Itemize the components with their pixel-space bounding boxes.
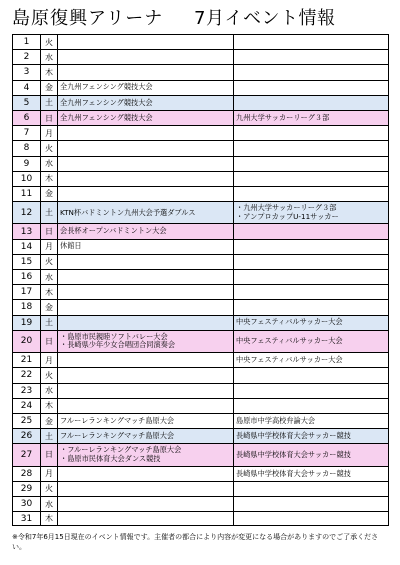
schedule-row	[13, 223, 388, 238]
arena-event-cell	[58, 270, 234, 284]
day-number: 1	[13, 35, 41, 49]
weekday: 土	[41, 96, 58, 110]
field-event-cell	[234, 157, 386, 171]
arena-event-cell	[58, 96, 234, 110]
arena-event-cell	[58, 399, 234, 413]
schedule-row	[13, 140, 388, 155]
day-number: 19	[13, 316, 41, 330]
arena-event-cell	[58, 429, 234, 443]
weekday: 月	[41, 126, 58, 140]
day-number: 10	[13, 172, 41, 186]
schedule-row	[13, 398, 388, 413]
field-event-cell	[234, 65, 386, 79]
schedule-row	[13, 34, 388, 49]
field-event-cell	[234, 482, 386, 496]
field-event-cell	[234, 497, 386, 511]
field-event-cell	[234, 224, 386, 238]
arena-event-cell	[58, 35, 234, 49]
arena-event-cell	[58, 141, 234, 155]
arena-event-cell	[58, 240, 234, 254]
schedule-row	[13, 64, 388, 79]
schedule-row	[13, 186, 388, 201]
arena-event-cell	[58, 482, 234, 496]
field-event-cell	[234, 96, 386, 110]
arena-event: 全九州フェンシング競技大会	[60, 82, 153, 92]
day-number: 16	[13, 270, 41, 284]
arena-event-cell	[58, 187, 234, 201]
field-event-cell	[234, 512, 386, 525]
weekday: 日	[41, 224, 58, 238]
weekday: 木	[41, 172, 58, 186]
day-number: 13	[13, 224, 41, 238]
arena-event: 全九州フェンシング競技大会	[60, 97, 153, 107]
weekday: 木	[41, 285, 58, 299]
weekday: 金	[41, 414, 58, 428]
weekday: 火	[41, 35, 58, 49]
day-number: 6	[13, 111, 41, 125]
day-number: 26	[13, 429, 41, 443]
day-number: 27	[13, 444, 41, 465]
field-event-cell	[234, 300, 386, 314]
field-event-cell	[234, 429, 386, 443]
field-event: 長崎県中学校体育大会サッカー競技	[236, 449, 351, 459]
field-event-cell	[234, 141, 386, 155]
weekday: 月	[41, 467, 58, 481]
field-event-cell	[234, 414, 386, 428]
schedule-row	[13, 330, 388, 352]
day-number: 2	[13, 50, 41, 64]
field-event-cell	[234, 368, 386, 382]
schedule-row	[13, 315, 388, 330]
schedule-row	[13, 80, 388, 95]
weekday: 水	[41, 497, 58, 511]
weekday: 水	[41, 270, 58, 284]
schedule-row	[13, 511, 388, 526]
arena-event-cell	[58, 512, 234, 525]
schedule-row	[13, 496, 388, 511]
field-event-cell	[234, 172, 386, 186]
day-number: 7	[13, 126, 41, 140]
field-event: 九州大学サッカーリーグ３部	[236, 112, 330, 122]
schedule-row	[13, 201, 388, 223]
arena-event-cell	[58, 414, 234, 428]
field-event: 長崎県中学校体育大会サッカー競技	[236, 468, 351, 478]
arena-event-cell	[58, 353, 234, 367]
arena-event: KTN杯バドミントン九州大会予選ダブルス	[60, 207, 196, 217]
footnote: ※令和7年6月15日現在のイベント情報です。主催者の都合により内容が変更になる場合がありますのでご了承ください。	[12, 533, 379, 551]
field-event-cell	[234, 50, 386, 64]
field-event-cell	[234, 111, 386, 125]
schedule-row	[13, 383, 388, 398]
venue-name: 島原復興アリーナ	[12, 8, 164, 29]
field-event-cell	[234, 126, 386, 140]
arena-event-cell	[58, 368, 234, 382]
field-event-cell	[234, 202, 386, 223]
arena-event-cell	[58, 111, 234, 125]
day-number: 28	[13, 467, 41, 481]
schedule-row	[13, 254, 388, 269]
weekday: 水	[41, 50, 58, 64]
arena-event-cell	[58, 497, 234, 511]
weekday: 金	[41, 81, 58, 95]
arena-event: ・島原市民体育大会ダンス競技	[60, 453, 161, 463]
arena-event-cell	[58, 126, 234, 140]
day-number: 22	[13, 368, 41, 382]
field-event-cell	[234, 35, 386, 49]
weekday: 木	[41, 512, 58, 525]
day-number: 8	[13, 141, 41, 155]
arena-event-cell	[58, 224, 234, 238]
schedule-row	[13, 481, 388, 496]
arena-event-cell	[58, 202, 234, 223]
field-event-cell	[234, 353, 386, 367]
field-event-cell	[234, 384, 386, 398]
field-event: 島原市中学高校弁論大会	[236, 415, 316, 425]
weekday: 木	[41, 399, 58, 413]
weekday: 金	[41, 187, 58, 201]
weekday: 月	[41, 240, 58, 254]
arena-event-cell	[58, 331, 234, 352]
schedule-row	[13, 156, 388, 171]
weekday: 火	[41, 482, 58, 496]
arena-event: 会長杯オープンバドミントン大会	[60, 226, 167, 236]
weekday: 金	[41, 300, 58, 314]
day-number: 15	[13, 255, 41, 269]
schedule-row	[13, 269, 388, 284]
arena-event-cell	[58, 285, 234, 299]
schedule-row	[13, 49, 388, 64]
day-number: 3	[13, 65, 41, 79]
weekday: 土	[41, 202, 58, 223]
arena-event-cell	[58, 50, 234, 64]
arena-event-cell	[58, 65, 234, 79]
field-event: ・九州大学サッカーリーグ３部	[236, 203, 337, 213]
day-number: 20	[13, 331, 41, 352]
weekday: 日	[41, 331, 58, 352]
weekday: 月	[41, 353, 58, 367]
day-number: 31	[13, 512, 41, 525]
field-event: 中央フェスティバルサッカー大会	[236, 317, 343, 327]
field-event-cell	[234, 240, 386, 254]
weekday: 土	[41, 316, 58, 330]
schedule-row	[13, 239, 388, 254]
field-event-cell	[234, 255, 386, 269]
arena-event: ・長崎県少年少女合唱団合同演奏会	[60, 340, 176, 350]
arena-event-cell	[58, 172, 234, 186]
weekday: 木	[41, 65, 58, 79]
day-number: 29	[13, 482, 41, 496]
weekday: 水	[41, 157, 58, 171]
schedule-row	[13, 466, 388, 481]
field-event-cell	[234, 187, 386, 201]
arena-event-cell	[58, 81, 234, 95]
arena-event-cell	[58, 316, 234, 330]
field-event: 長崎県中学校体育大会サッカー競技	[236, 430, 351, 440]
arena-event-cell	[58, 467, 234, 481]
field-event-cell	[234, 399, 386, 413]
field-event-cell	[234, 270, 386, 284]
day-number: 17	[13, 285, 41, 299]
schedule-row	[13, 428, 388, 443]
arena-event-cell	[58, 255, 234, 269]
weekday: 土	[41, 429, 58, 443]
weekday: 日	[41, 444, 58, 465]
page-header	[12, 8, 388, 32]
schedule-row	[13, 125, 388, 140]
schedule-row	[13, 171, 388, 186]
event-schedule-table	[12, 34, 389, 526]
day-number: 9	[13, 157, 41, 171]
weekday: 火	[41, 368, 58, 382]
schedule-row	[13, 367, 388, 382]
schedule-row	[13, 352, 388, 367]
field-event-cell	[234, 285, 386, 299]
field-event-cell	[234, 81, 386, 95]
arena-event: 全九州フェンシング競技大会	[60, 112, 153, 122]
arena-event: ・フルーレランキングマッチ島原大会	[60, 445, 182, 455]
schedule-row	[13, 443, 388, 465]
day-number: 25	[13, 414, 41, 428]
field-event: ・アンプロカップU-11サッカー	[236, 211, 339, 221]
field-event-cell	[234, 444, 386, 465]
day-number: 5	[13, 96, 41, 110]
day-number: 12	[13, 202, 41, 223]
day-number: 11	[13, 187, 41, 201]
schedule-row	[13, 284, 388, 299]
weekday: 火	[41, 255, 58, 269]
day-number: 4	[13, 81, 41, 95]
day-number: 18	[13, 300, 41, 314]
schedule-row	[13, 110, 388, 125]
field-event-cell	[234, 316, 386, 330]
arena-event: フルーレランキングマッチ島原大会	[60, 415, 175, 425]
weekday: 水	[41, 384, 58, 398]
field-event: 中央フェスティバルサッカー大会	[236, 336, 343, 346]
field-event-cell	[234, 467, 386, 481]
field-event: 中央フェスティバルサッカー大会	[236, 355, 343, 364]
arena-event: 休館日	[60, 241, 82, 251]
day-number: 30	[13, 497, 41, 511]
arena-event-cell	[58, 300, 234, 314]
schedule-row	[13, 95, 388, 110]
day-number: 21	[13, 353, 41, 367]
weekday: 日	[41, 111, 58, 125]
arena-event: フルーレランキングマッチ島原大会	[60, 430, 175, 440]
arena-event-cell	[58, 157, 234, 171]
arena-event-cell	[58, 444, 234, 465]
field-event-cell	[234, 331, 386, 352]
arena-event-cell	[58, 384, 234, 398]
day-number: 23	[13, 384, 41, 398]
day-number: 24	[13, 399, 41, 413]
arena-event: ・島原市民親睦ソフトバレー大会	[60, 331, 168, 341]
page-title: 7月イベント情報	[194, 8, 336, 29]
schedule-row	[13, 299, 388, 314]
schedule-row	[13, 413, 388, 428]
weekday: 火	[41, 141, 58, 155]
day-number: 14	[13, 240, 41, 254]
